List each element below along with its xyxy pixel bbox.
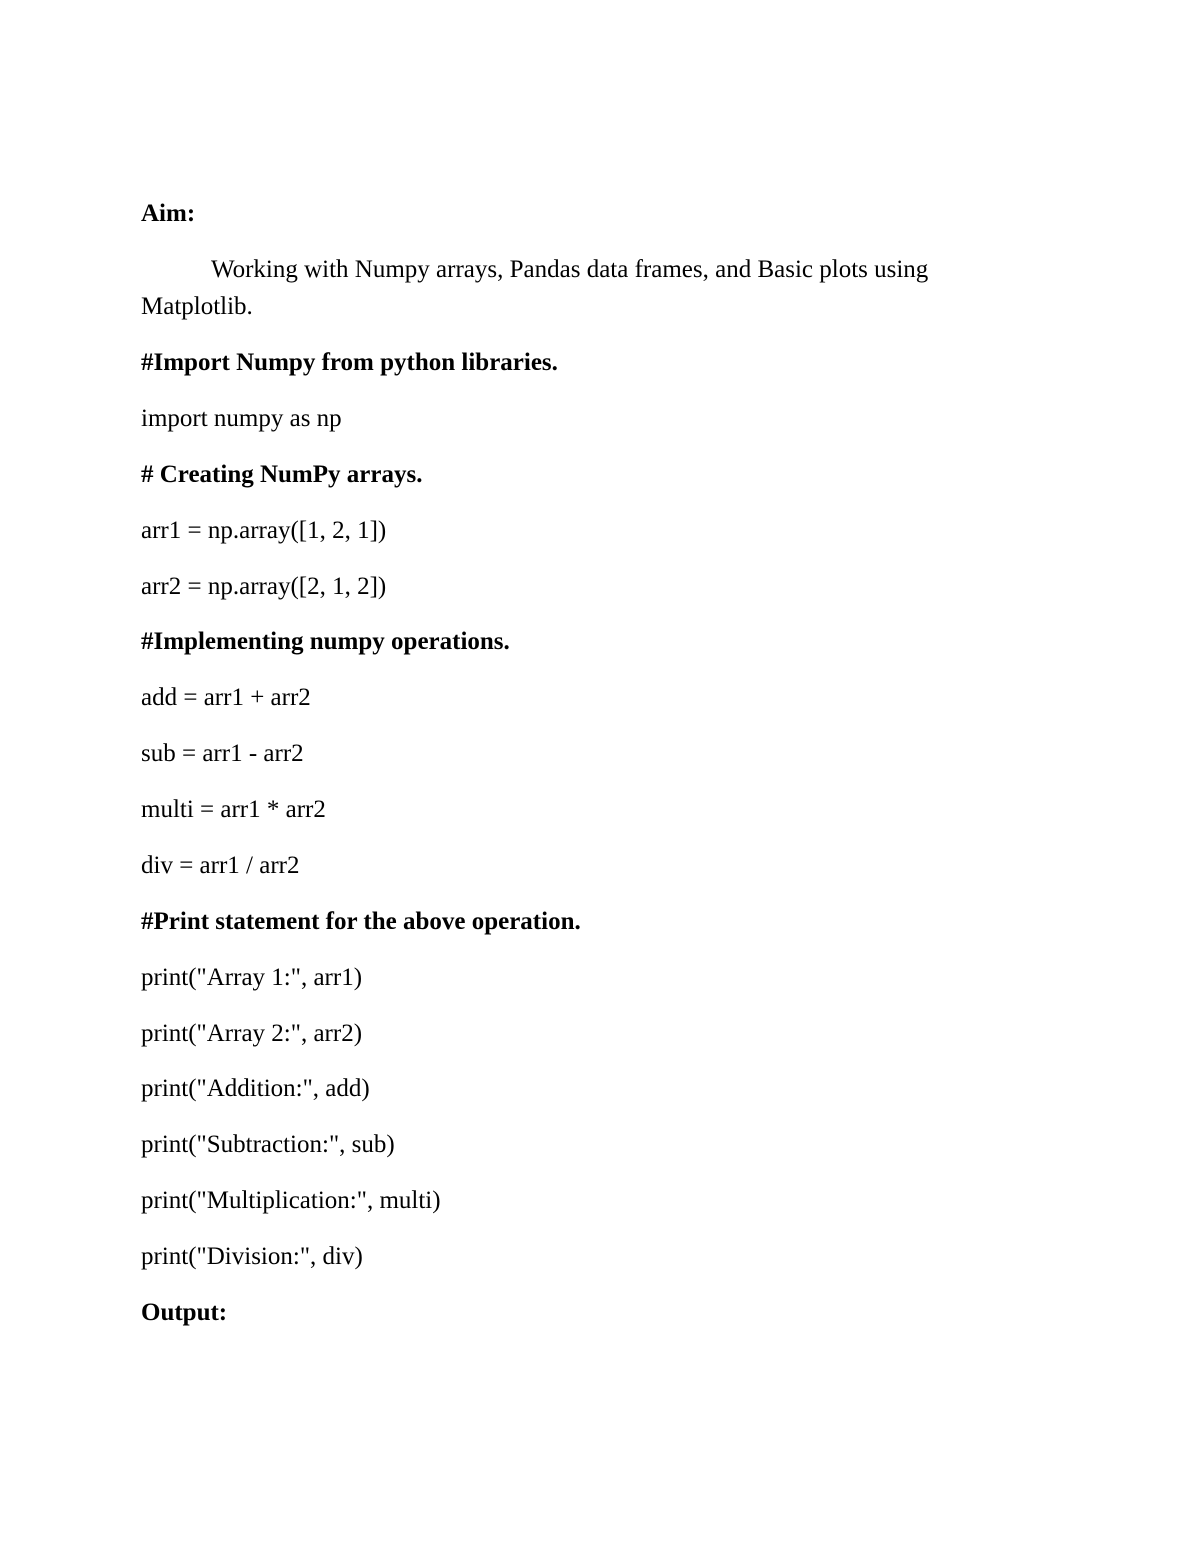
code-print-addition: print("Addition:", add) [141,1075,370,1102]
code-print-division: print("Division:", div) [141,1243,363,1270]
output-heading: Output: [141,1299,228,1326]
code-div: div = arr1 / arr2 [141,852,300,879]
comment-creating-arrays: # Creating NumPy arrays. [141,461,423,488]
code-import-numpy: import numpy as np [141,405,342,432]
code-sub: sub = arr1 - arr2 [141,740,304,767]
code-add: add = arr1 + arr2 [141,684,311,711]
code-arr2: arr2 = np.array([2, 1, 2]) [141,573,387,600]
code-multi: multi = arr1 * arr2 [141,796,326,823]
comment-numpy-operations: #Implementing numpy operations. [141,628,510,655]
comment-import-numpy: #Import Numpy from python libraries. [141,349,558,376]
code-print-multiplication: print("Multiplication:", multi) [141,1187,441,1214]
code-print-subtraction: print("Subtraction:", sub) [141,1131,395,1158]
aim-text-line-1: Working with Numpy arrays, Pandas data frames, and Basic plots using [211,256,929,283]
aim-text-line-2: Matplotlib. [141,293,253,320]
code-arr1: arr1 = np.array([1, 2, 1]) [141,517,387,544]
code-print-array2: print("Array 2:", arr2) [141,1020,363,1047]
aim-heading: Aim: [141,200,196,227]
code-print-array1: print("Array 1:", arr1) [141,964,363,991]
comment-print-statement: #Print statement for the above operation. [141,908,581,935]
